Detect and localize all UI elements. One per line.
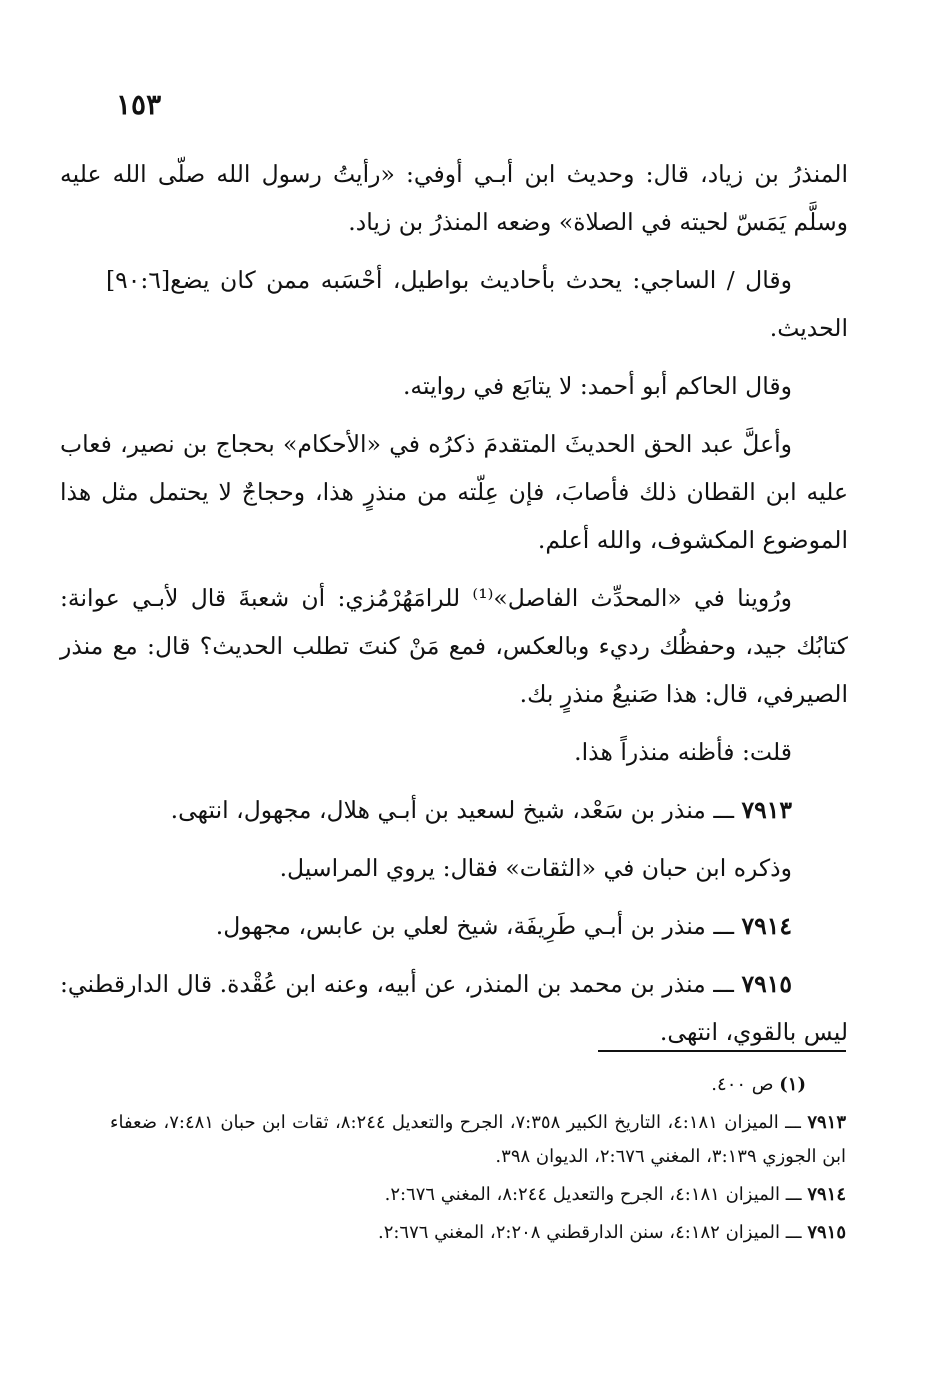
footnote-text: ـــ الميزان ٤:١٨٢، سنن الدارقطني ٢:٢٠٨، المغني ٢:٦٧٦. (377, 1222, 802, 1243)
footnote-number: ٧٩١٥ (807, 1222, 846, 1243)
footnote-text: ـــ الميزان ٤:١٨١، الجرح والتعديل ٨:٢٤٤، المغني ٢:٦٧٦. (384, 1184, 802, 1205)
entry-text: ـــ منذر بن سَعْد، شيخ لسعيد بن أبـي هلال، مجهول، انتهى. (170, 796, 735, 824)
marginal-reference: [٩٠:٦] (106, 266, 171, 294)
footnote-number: ٧٩١٤ (807, 1184, 846, 1205)
paragraph: ورُوينا في «المحدِّث الفاصل»⁽¹⁾ للرامَهُرْمُزي: أن شعبةَ قال لأبـي عوانة: كتابُك جيد، وحفظُك رديء وبالعكس، فمع مَنْ كنتَ تطلب الحديث؟ قال: مع منذر الصيرفي، قال: هذا صَنيعُ منذرٍ بك. (60, 584, 848, 708)
footnote-separator (598, 1050, 846, 1052)
footnote-number: ٧٩١٣ (807, 1112, 846, 1133)
entry-number: ٧٩١٥ (741, 970, 792, 998)
paragraph: وقال الحاكم أبو أحمد: لا يتابَع في روايته. (402, 372, 792, 400)
entry (60, 786, 848, 834)
footnotes (110, 1068, 846, 1254)
entry-followup: وذكره ابن حبان في «الثقات» فقال: يروي المراسيل. (279, 854, 792, 882)
entry (60, 902, 848, 950)
paragraph: المنذرُ بن زياد، قال: وحديث ابن أبـي أوفي: «رأيتُ رسول الله صلّى الله عليه وسلَّم يَمَسّ لحيته في الصلاة» وضعه المنذرُ بن زياد. (60, 160, 848, 236)
entry-text: ـــ منذر بن أبـي طَرِيفَة، شيخ لعلي بن عابس، مجهول. (215, 912, 735, 940)
paragraph: قلت: فأظنه منذراً هذا. (574, 738, 792, 766)
paragraph-with-marginal-ref (60, 256, 848, 352)
footnote (110, 1178, 846, 1212)
footnote (110, 1106, 846, 1174)
page-number: ١٥٣ (116, 88, 162, 121)
footnote (110, 1068, 846, 1102)
footnote-number: (١) (779, 1074, 806, 1095)
entry-number: ٧٩١٣ (741, 796, 792, 824)
entry-number: ٧٩١٤ (741, 912, 792, 940)
entry (60, 960, 848, 1056)
footnote (110, 1216, 846, 1250)
paragraph: وأعلَّ عبد الحق الحديثَ المتقدمَ ذكرُه في «الأحكام» بحجاج بن نصير، فعاب عليه ابن القطان ذلك فأصابَ، فإن عِلّته من منذرٍ هذا، وحجاجٌ لا يحتمل مثل هذا الموضوع المكشوف، والله أعلم. (60, 430, 848, 554)
paragraph-text: وقال / الساجي: يحدث بأحاديث بواطيل، أحْسَبه ممن كان يضع الحديث. (170, 266, 848, 342)
entry-text: ـــ منذر بن محمد بن المنذر، عن أبيه، وعنه ابن عُقْدة. قال الدارقطني: ليس بالقوي، انتهى. (60, 970, 848, 1046)
footnote-text: ص ٤٠٠. (711, 1074, 774, 1095)
footnote-text: ـــ الميزان ٤:١٨١، التاريخ الكبير ٧:٣٥٨، الجرح والتعديل ٨:٢٤٤، ثقات ابن حبان ٧:٤٨١، ضعفاء ابن الجوزي ٣:١٣٩، المغني ٢:٦٧٦، الديوان ٣٩٨. (110, 1112, 846, 1167)
main-text (60, 150, 848, 1066)
